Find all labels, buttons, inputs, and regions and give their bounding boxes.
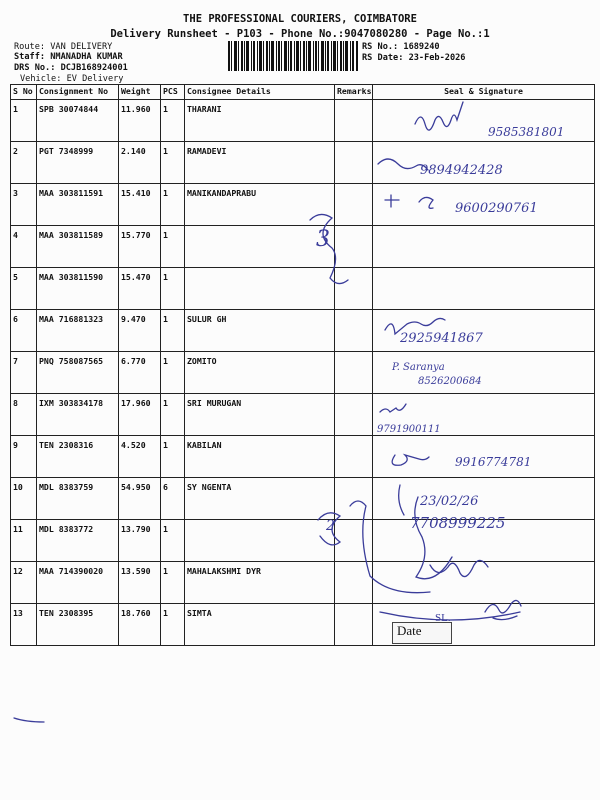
row-consignment: MDL 8383759	[37, 478, 119, 520]
row-signature	[373, 478, 595, 520]
table-row	[11, 478, 595, 520]
table-row	[11, 520, 595, 562]
row-pcs: 1	[161, 142, 185, 184]
row-remarks	[335, 562, 373, 604]
company-title: THE PROFESSIONAL COURIERS, COIMBATORE	[183, 13, 417, 25]
rs-number: RS No.: 1689240	[362, 42, 440, 52]
runsheet-table	[10, 84, 595, 646]
rs-date: RS Date: 23-Feb-2026	[362, 53, 466, 63]
hw-remark-10: 2	[326, 518, 335, 534]
row-sno: 2	[11, 142, 37, 184]
hw-remark-3: 3	[316, 227, 330, 252]
col-remarks: Remarks	[335, 85, 373, 100]
row-signature	[373, 310, 595, 352]
row-pcs: 1	[161, 436, 185, 478]
row-consignment: MAA 303811589	[37, 226, 119, 268]
row-consignee: SY NGENTA	[185, 478, 335, 520]
row-remarks	[335, 478, 373, 520]
row-remarks	[335, 142, 373, 184]
row-consignee: ZOMITO	[185, 352, 335, 394]
col-sno: S No	[11, 85, 37, 100]
row-remarks	[335, 604, 373, 646]
row-consignment: PNQ 758087565	[37, 352, 119, 394]
row-consignment: IXM 303834178	[37, 394, 119, 436]
row-signature	[373, 184, 595, 226]
row-consignment: MAA 303811591	[37, 184, 119, 226]
row-consignment: MAA 716881323	[37, 310, 119, 352]
row-sno: 8	[11, 394, 37, 436]
row-sno: 9	[11, 436, 37, 478]
row-weight: 13.790	[119, 520, 161, 562]
row-remarks	[335, 520, 373, 562]
hw-phone-9: 9916774781	[455, 455, 532, 469]
row-signature	[373, 394, 595, 436]
row-pcs: 1	[161, 604, 185, 646]
margin-mark	[14, 718, 44, 722]
col-consignee: Consignee Details	[185, 85, 335, 100]
row-remarks	[335, 394, 373, 436]
table-row	[11, 352, 595, 394]
row-remarks	[335, 184, 373, 226]
row-remarks	[335, 436, 373, 478]
drs-label: DRS No.: DCJB168924001	[14, 63, 128, 73]
row-sno: 11	[11, 520, 37, 562]
table-row	[11, 226, 595, 268]
row-pcs: 1	[161, 394, 185, 436]
row-sno: 10	[11, 478, 37, 520]
hw-sig-7: P. Saranya	[392, 362, 445, 373]
table-row	[11, 310, 595, 352]
row-remarks	[335, 268, 373, 310]
hw-date-10: 23/02/26	[420, 494, 479, 509]
row-consignment: MDL 8383772	[37, 520, 119, 562]
hw-phone-3: 9600290761	[455, 201, 538, 216]
hw-phone-7: 8526200684	[418, 376, 482, 387]
table-header-row	[11, 85, 595, 100]
row-signature	[373, 352, 595, 394]
row-consignee: SULUR GH	[185, 310, 335, 352]
runsheet-subtitle: Delivery Runsheet - P103 - Phone No.:9047080280 - Page No.:1	[110, 28, 490, 40]
row-consignee: SRI MURUGAN	[185, 394, 335, 436]
row-consignee: KABILAN	[185, 436, 335, 478]
table-row	[11, 268, 595, 310]
row-consignment: SPB 30074844	[37, 100, 119, 142]
row-signature	[373, 436, 595, 478]
row-sno: 13	[11, 604, 37, 646]
row-pcs: 1	[161, 352, 185, 394]
col-consignment: Consignment No	[37, 85, 119, 100]
table-row	[11, 394, 595, 436]
row-consignee: RAMADEVI	[185, 142, 335, 184]
hw-phone-1: 9585381801	[488, 125, 565, 139]
row-consignment: MAA 714390020	[37, 562, 119, 604]
col-weight: Weight	[119, 85, 161, 100]
hw-phone-10: 7708999225	[410, 514, 506, 532]
row-pcs: 1	[161, 226, 185, 268]
hw-phone-2: 9894942428	[420, 163, 503, 178]
row-remarks	[335, 100, 373, 142]
col-signature: Seal & Signature	[373, 85, 595, 100]
row-consignment: MAA 303811590	[37, 268, 119, 310]
row-weight: 54.950	[119, 478, 161, 520]
row-sno: 3	[11, 184, 37, 226]
row-sno: 7	[11, 352, 37, 394]
row-signature	[373, 268, 595, 310]
table-row	[11, 100, 595, 142]
row-sno: 5	[11, 268, 37, 310]
row-remarks	[335, 226, 373, 268]
stamp-text: SL.	[435, 612, 451, 624]
row-weight: 17.960	[119, 394, 161, 436]
row-weight: 15.770	[119, 226, 161, 268]
row-consignment: PGT 7348999	[37, 142, 119, 184]
row-sno: 12	[11, 562, 37, 604]
row-consignee: SIMTA	[185, 604, 335, 646]
row-signature	[373, 100, 595, 142]
table-row	[11, 142, 595, 184]
row-weight: 13.590	[119, 562, 161, 604]
row-consignment: TEN 2308395	[37, 604, 119, 646]
row-weight: 15.470	[119, 268, 161, 310]
row-consignee	[185, 520, 335, 562]
row-consignee: MAHALAKSHMI DYR	[185, 562, 335, 604]
row-pcs: 1	[161, 310, 185, 352]
col-pcs: PCS	[161, 85, 185, 100]
row-weight: 2.140	[119, 142, 161, 184]
stamp-date-box: Date	[392, 622, 452, 644]
row-weight: 4.520	[119, 436, 161, 478]
row-remarks	[335, 352, 373, 394]
row-consignee: THARANI	[185, 100, 335, 142]
row-sno: 1	[11, 100, 37, 142]
row-consignment: TEN 2308316	[37, 436, 119, 478]
vehicle-label: Vehicle: EV Delivery	[20, 74, 124, 84]
row-weight: 11.960	[119, 100, 161, 142]
row-signature	[373, 226, 595, 268]
hw-phone-6: 2925941867	[400, 331, 483, 346]
row-sno: 4	[11, 226, 37, 268]
row-weight: 18.760	[119, 604, 161, 646]
row-signature	[373, 562, 595, 604]
row-pcs: 1	[161, 100, 185, 142]
barcode	[228, 41, 358, 71]
table-row	[11, 562, 595, 604]
table-row	[11, 184, 595, 226]
row-consignee: MANIKANDAPRABU	[185, 184, 335, 226]
row-consignee	[185, 226, 335, 268]
row-pcs: 1	[161, 184, 185, 226]
staff-label: Staff: NMANADHA KUMAR	[14, 52, 123, 62]
hw-phone-8: 9791900111	[377, 424, 441, 435]
row-pcs: 1	[161, 562, 185, 604]
row-signature	[373, 520, 595, 562]
row-weight: 6.770	[119, 352, 161, 394]
row-weight: 9.470	[119, 310, 161, 352]
row-pcs: 1	[161, 520, 185, 562]
row-consignee	[185, 268, 335, 310]
row-remarks	[335, 310, 373, 352]
row-signature	[373, 142, 595, 184]
table-row	[11, 604, 595, 646]
row-sno: 6	[11, 310, 37, 352]
row-pcs: 6	[161, 478, 185, 520]
row-weight: 15.410	[119, 184, 161, 226]
route-label: Route: VAN DELIVERY	[14, 42, 113, 52]
table-row	[11, 436, 595, 478]
row-pcs: 1	[161, 268, 185, 310]
